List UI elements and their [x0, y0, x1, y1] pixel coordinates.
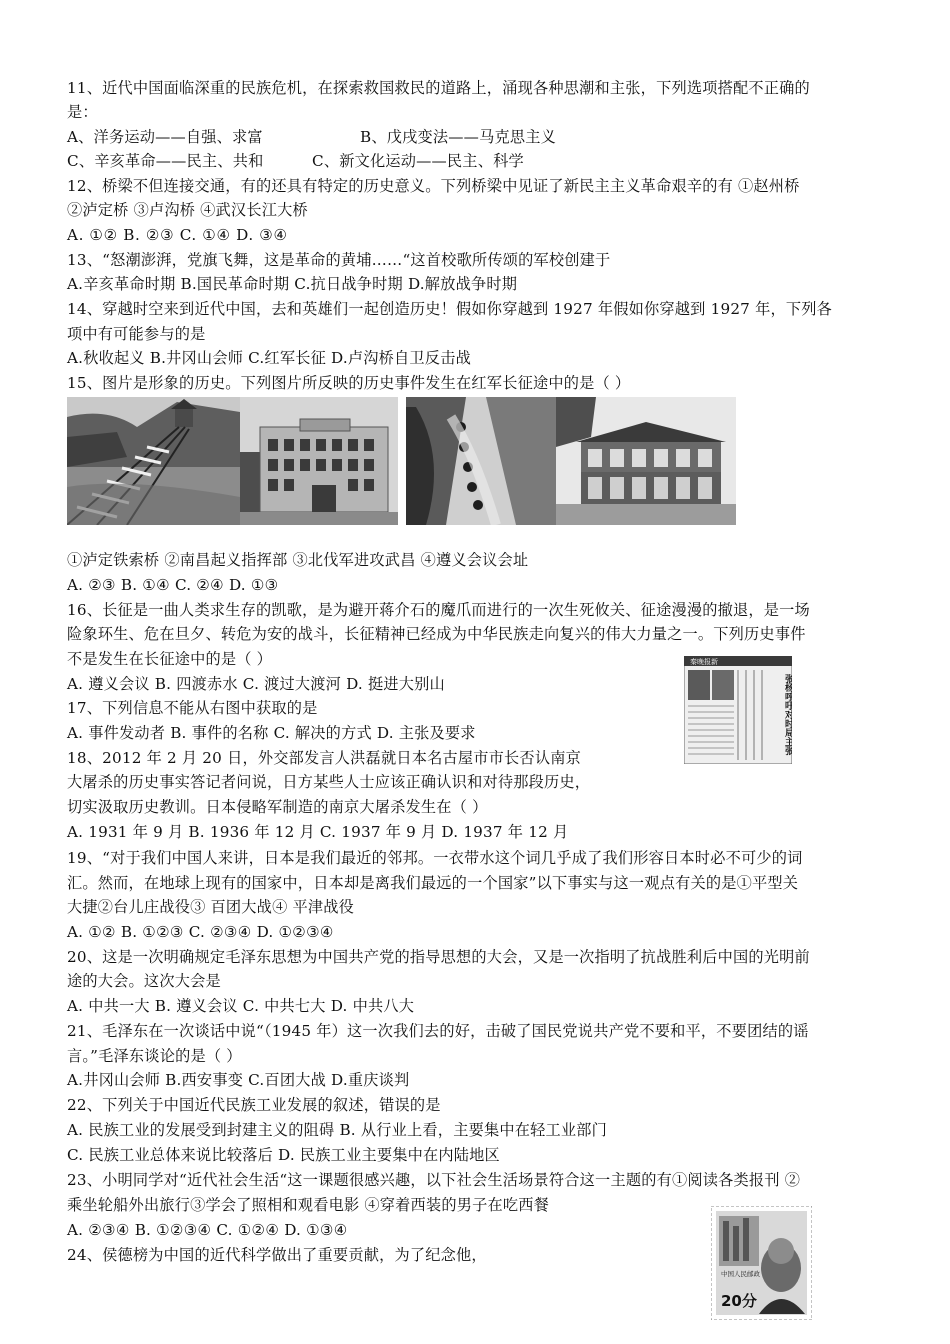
- q23-options: A. ②③④ B. ①②③④ C. ①②④ D. ①③④: [67, 1221, 348, 1239]
- q13-options: A.辛亥革命时期 B.国民革命时期 C.抗日战争时期 D.解放战争时期: [67, 275, 518, 293]
- q14-stem: 14、穿越时空来到近代中国，去和英雄们一起创造历史！假如你穿越到 1927 年假如你穿越到 1927 年，下列各: [67, 300, 833, 318]
- newspaper-masthead: 秦晚报新: [690, 658, 718, 666]
- q16-stem: 16、长征是一曲人类求生存的凯歌，是为避开蒋介石的魔爪而进行的一次生死攸关、征途漫漫的撤退，是一场: [67, 601, 810, 619]
- q11-option-c1: C、辛亥革命——民主、共和: [67, 152, 264, 170]
- q11-option-b: B、戊戌变法——马克思主义: [360, 128, 557, 146]
- q15-captions: ①泸定铁索桥 ②南昌起义指挥部 ③北伐军进攻武昌 ④遵义会议会址: [67, 551, 529, 569]
- stamp-country: 中国人民邮政: [721, 1270, 760, 1278]
- q17-options: A. 事件发动者 B. 事件的名称 C. 解决的方式 D. 主张及要求: [67, 724, 476, 742]
- q21-options: A.井冈山会师 B.西安事变 C.百团大战 D.重庆谈判: [67, 1071, 410, 1089]
- q22-options-1: A. 民族工业的发展受到封建主义的阻碍 B. 从行业上看，主要集中在轻工业部门: [67, 1121, 608, 1139]
- q11-stem-cont: 是：: [67, 103, 98, 121]
- q17-stem: 17、下列信息不能从右图中获取的是: [67, 699, 318, 717]
- hou-debang-stamp: [711, 1206, 812, 1320]
- q16-options: A. 遵义会议 B. 四渡赤水 C. 渡过大渡河 D. 挺进大别山: [67, 675, 445, 693]
- q12-stem: 12、桥梁不但连接交通，有的还具有特定的历史意义。下列桥梁中见证了新民主主义革命艰辛的有 ①赵州桥: [67, 177, 800, 195]
- q18-stem-cont: 大屠杀的历史事实答记者问说，日方某些人士应该正确认识和对待那段历史，: [67, 773, 591, 791]
- q23-stem-cont: 乘坐轮船外出旅行③学会了照相和观看电影 ④穿着西装的男子在吃西餐: [67, 1196, 550, 1214]
- q19-stem-cont: 汇。然而，在地球上现有的国家中，日本却是离我们最远的一个国家”以下事实与这一观点有关的是①平型关: [67, 874, 799, 892]
- northern-expedition-photo: [406, 397, 556, 525]
- q22-stem: 22、下列关于中国近代民族工业发展的叙述，错误的是: [67, 1096, 441, 1114]
- nanchang-hq-photo: [240, 397, 398, 525]
- q18-stem: 18、2012 年 2 月 20 日，外交部发言人洪磊就日本名古屋市市长否认南京: [67, 749, 581, 767]
- q15-stem: 15、图片是形象的历史。下列图片所反映的历史事件发生在红军长征途中的是（ ）: [67, 374, 631, 392]
- q19-stem: 19、“对于我们中国人来讲，日本是我们最近的邻邦。一衣带水这个词几乎成了我们形容日本时必不可少的词: [67, 849, 803, 867]
- q11-option-c2: C、新文化运动——民主、科学: [312, 152, 524, 170]
- q11-stem: 11、近代中国面临深重的民族危机，在探索救国救民的道路上，涌现各种思潮和主张，下列选项搭配不正确的: [67, 79, 810, 97]
- newspaper-headline: 张杨呼吁对时局主张: [783, 674, 792, 755]
- q24-stem: 24、侯德榜为中国的近代科学做出了重要贡献，为了纪念他，: [67, 1246, 487, 1264]
- q20-stem: 20、这是一次明确规定毛泽东思想为中国共产党的指导思想的大会，又是一次指明了抗战胜利后中国的光明前: [67, 948, 810, 966]
- q15-options: A. ②③ B. ①④ C. ②④ D. ①③: [67, 576, 279, 594]
- q18-options: A. 1931 年 9 月 B. 1936 年 12 月 C. 1937 年 9 月 D. 1937 年 12 月: [67, 823, 569, 841]
- q11-option-a: A、洋务运动——自强、求富: [67, 128, 263, 146]
- q16-stem-cont: 险象环生、危在旦夕、转危为安的战斗，长征精神已经成为中华民族走向复兴的伟大力量之一。下列历史事件: [67, 625, 806, 643]
- q18-stem-end: 切实汲取历史教训。日本侵略军制造的南京大屠杀发生在（ ）: [67, 798, 488, 816]
- q14-options: A.秋收起义 B.井冈山会师 C.红军长征 D.卢沟桥自卫反击战: [67, 349, 471, 367]
- luding-bridge-photo: [67, 397, 240, 525]
- q14-stem-cont: 项中有可能参与的是: [67, 325, 206, 343]
- q16-stem-end: 不是发生在长征途中的是（ ）: [67, 650, 273, 668]
- q22-options-2: C. 民族工业总体来说比较落后 D. 民族工业主要集中在内陆地区: [67, 1146, 500, 1164]
- q20-options: A. 中共一大 B. 遵义会议 C. 中共七大 D. 中共八大: [67, 997, 415, 1015]
- q20-stem-cont: 途的大会。这次大会是: [67, 972, 221, 990]
- zunyi-meeting-site-photo: [556, 397, 736, 525]
- q19-stem-end: 大捷②台儿庄战役③ 百团大战④ 平津战役: [67, 898, 355, 916]
- q12-options: A. ①② B. ②③ C. ①④ D. ③④: [67, 226, 288, 244]
- q19-options: A. ①② B. ①②③ C. ②③④ D. ①②③④: [67, 923, 334, 941]
- q21-stem: 21、毛泽东在一次谈话中说“（1945 年）这一次我们去的好，击破了国民党说共产党不要和平，不要团结的谣: [67, 1022, 809, 1040]
- stamp-value: 20分: [721, 1292, 757, 1310]
- q12-stem-cont: ②泸定桥 ③卢沟桥 ④武汉长江大桥: [67, 201, 308, 219]
- q21-stem-cont: 言。”毛泽东谈论的是（ ）: [67, 1047, 242, 1065]
- q23-stem: 23、小明同学对“近代社会生活“这一课题很感兴趣，以下社会生活场景符合这一主题的有①阅读各类报刊 ②: [67, 1171, 801, 1189]
- q13-stem: 13、“怒潮澎湃，党旗飞舞，这是革命的黄埔……“这首校歌所传颂的军校创建于: [67, 251, 611, 269]
- newspaper-figure: [684, 656, 792, 764]
